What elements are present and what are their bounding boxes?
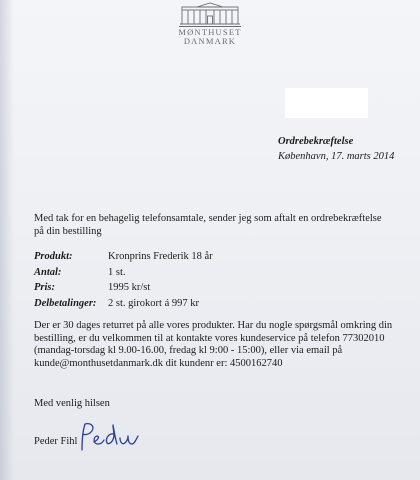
intro-paragraph: Med tak for en behagelig telefonsamtale, sender jeg som aftalt en ordrebekræftelse på din bestilling — [34, 213, 382, 237]
detail-row-quantity — [34, 267, 334, 283]
company-name-line2: DANMARK — [183, 36, 237, 46]
detail-value: Kronprins Frederik 18 år — [108, 251, 213, 262]
detail-value: 2 st. girokort á 997 kr — [108, 297, 199, 309]
detail-label: Pris: — [34, 282, 55, 293]
building-facade-icon — [179, 2, 241, 28]
body-paragraph — [34, 320, 396, 370]
body-line: bestilling, er du velkommen til at kontakte vores kundeservice på telefon 77302010 — [34, 332, 385, 344]
detail-label: Produkt: — [34, 251, 73, 262]
page-edge-shadow — [0, 0, 14, 480]
body-line: kunde@monthusetdanmark.dk dit kundenr er: 4500162740 — [34, 357, 283, 369]
detail-row-price — [34, 282, 334, 298]
redacted-address-block — [285, 88, 368, 118]
place-and-date: København, 17. marts 2014 — [278, 151, 395, 162]
closing-greeting: Med venlig hilsen — [34, 398, 110, 409]
company-name-line1: MØNTHUSET — [178, 27, 242, 37]
signer-name: Peder Fihl — [34, 436, 78, 447]
order-details — [34, 251, 334, 313]
detail-row-product — [34, 251, 334, 267]
body-line: (mandag-torsdag kl 9.00-16.00, fredag kl 9:00 - 15:00), eller via email på — [34, 345, 343, 356]
detail-value: 1 st. — [108, 266, 126, 278]
detail-label: Antal: — [34, 266, 62, 278]
handwritten-signature — [76, 420, 146, 454]
detail-value: 1995 kr/st — [108, 282, 151, 293]
detail-label: Delbetalinger: — [34, 297, 97, 309]
detail-row-installments — [34, 298, 334, 314]
document-heading: Ordrebekræftelse — [278, 136, 354, 147]
company-logo — [165, 2, 255, 46]
body-line: Der er 30 dages returret på alle vores produkter. Har du nogle spørgsmål omkring din — [34, 320, 393, 331]
